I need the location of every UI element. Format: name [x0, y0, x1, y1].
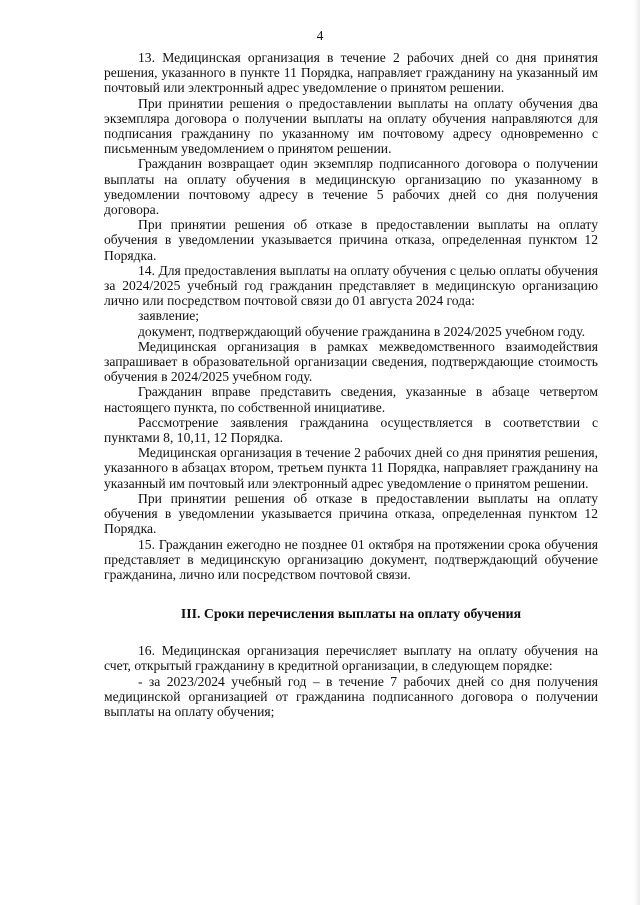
page-edge-shadow — [634, 0, 640, 905]
list-item: документ, подтверждающий обучение гражданина в 2024/2025 учебном году. — [138, 323, 585, 339]
paragraph: При принятии решения о предоставлении выплаты на оплату обучения два экземпляра договора о получении выплаты на оплату обучения направляются для подписания гражданину по указанному им почтовому адресу одновременно с письменным уведомлением о принятом решении. — [104, 95, 598, 157]
paragraph-15: 15. Гражданин ежегодно не позднее 01 октября на протяжении срока обучения представляет в медицинскую организацию документ, подтверждающий обучение гражданина, лично или посредством почтовой связи. — [104, 536, 598, 582]
paragraph: Гражданин возвращает один экземпляр подписанного договора о получении выплаты на оплату обучения в медицинскую организацию по указанному в уведомлении почтовому адресу в течение 5 рабочих дней со дня получения договора. — [104, 156, 598, 218]
paragraph: Гражданин вправе представить сведения, указанные в абзаце четвертом настоящего пункта, по собственной инициативе. — [104, 384, 598, 415]
paragraph: При принятии решения об отказе в предоставлении выплаты на оплату обучения в уведомлении указывается причина отказа, определенная пунктом 12 Порядка. — [104, 217, 598, 263]
paragraph-13: 13. Медицинская организация в течение 2 рабочих дней со дня принятия решения, указанного в пункте 11 Порядка, направляет гражданину на указанный им почтовый или электронный адрес уведомление о принятом решении. — [104, 50, 598, 96]
paragraph: При принятии решения об отказе в предоставлении выплаты на оплату обучения в уведомлении указывается причина отказа, определенная пунктом 12 Порядка. — [104, 490, 598, 537]
paragraph: Медицинская организация в течение 2 рабочих дней со дня принятия решения, указанного в абзацах втором, третьем пункта 11 Порядка, направляет гражданину на указанный им почтовый или электронный адрес уведомление о принятом решении. — [104, 445, 598, 491]
page-number: 4 — [316, 28, 324, 43]
section-heading: III. Сроки перечисления выплаты на оплату обучения — [180, 606, 522, 622]
paragraph: Медицинская организация в рамках межведомственного взаимодействия запрашивает в образовательной организации сведения, подтверждающие стоимость обучения в 2024/2025 учебном году. — [104, 338, 598, 385]
paragraph-16: 16. Медицинская организация перечисляет выплату на оплату обучения на счет, открытый гражданину в кредитной организации, в следующем порядке: — [104, 643, 598, 674]
paragraph-14: 14. Для предоставления выплаты на оплату обучения с целью оплаты обучения за 2024/2025 учебный год гражданин представляет в медицинскую организацию лично или посредством почтовой связи до 01 августа 2024 года: — [104, 262, 598, 309]
document-body — [104, 50, 598, 719]
paragraph: Рассмотрение заявления гражданина осуществляется в соответствии с пунктами 8, 10,11, 12 Порядка. — [104, 414, 598, 446]
list-item: - за 2023/2024 учебный год – в течение 7 рабочих дней со дня получения медицинской организацией от гражданина подписанного договора о получении выплаты на оплату обучения; — [104, 673, 598, 719]
list-item: заявление; — [138, 308, 200, 324]
